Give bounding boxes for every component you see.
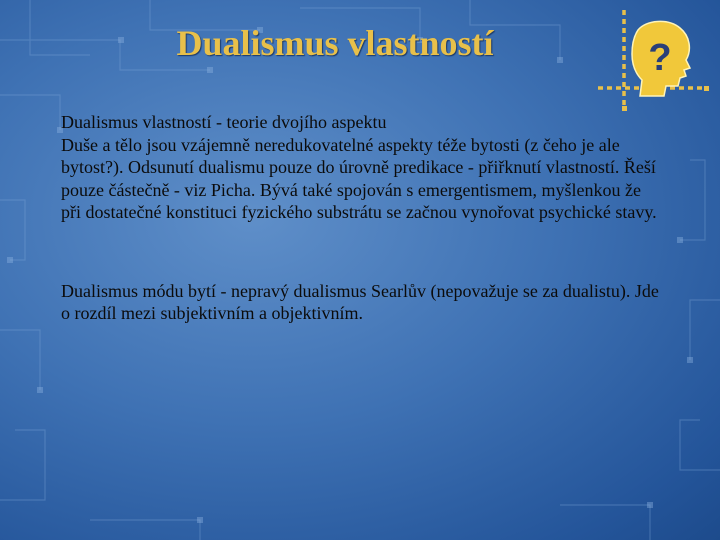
slide-body	[61, 111, 661, 325]
paragraph-mode-of-being-dualism	[61, 280, 661, 325]
question-head-logo-icon	[598, 10, 710, 114]
paragraph1-text: Duše a tělo jsou vzájemně neredukovatelné aspekty téže bytosti (z čeho je ale bytost?). Odsunutí dualismu pouze do úrovně predikace - přiřknutí vlastností. Řeší pouze částečně - viz Picha. Bývá také spojován s emergentismem, myšlenkou že při dostatečné konstituci fyzického substrátu se začnou vynořovat psychické stavy.	[61, 134, 657, 222]
paragraph-property-dualism	[61, 111, 661, 224]
question-mark-glyph: ?	[648, 37, 672, 79]
paragraph2-heading: Dualismus módu bytí	[61, 280, 217, 301]
slide-title: Dualismus vlastností	[176, 23, 494, 63]
paragraph2-text: - nepravý dualismus Searlův (nepovažuje se za dualistu). Jde o rozdíl mezi subjektivním a objektivním.	[61, 280, 659, 323]
paragraph1-heading: Dualismus vlastností - teorie dvojího aspektu	[61, 112, 387, 132]
